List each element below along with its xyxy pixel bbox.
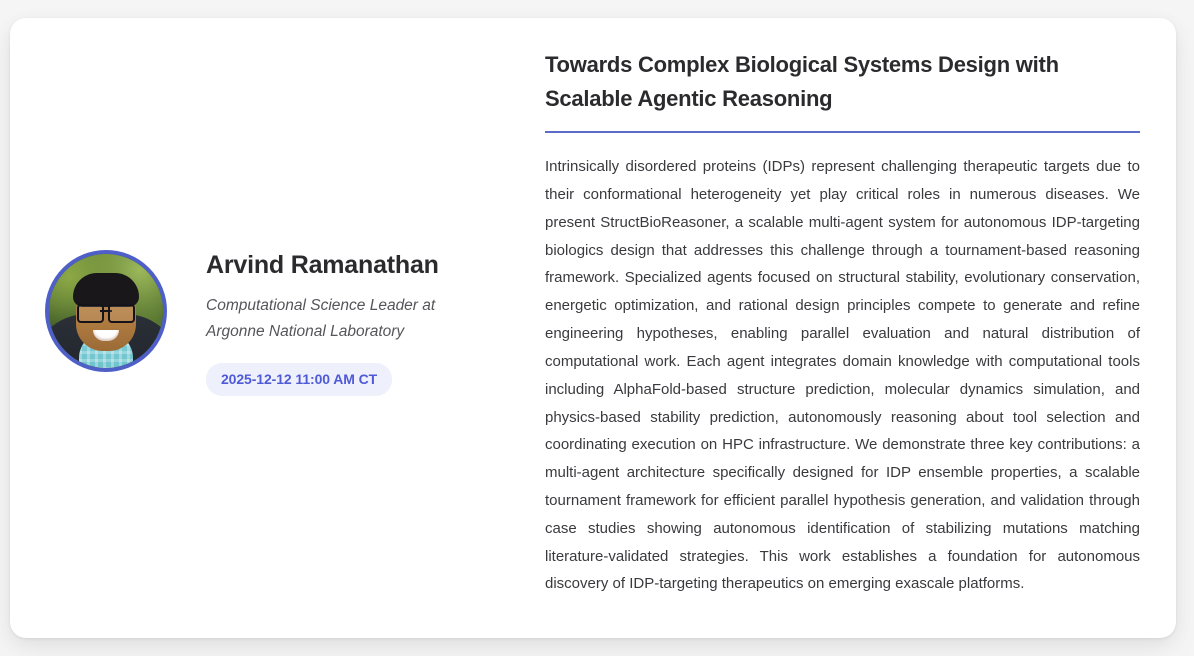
avatar-glasses-bridge xyxy=(100,310,112,312)
title-divider xyxy=(545,131,1140,133)
speaker-avatar xyxy=(45,250,167,372)
talk-pane xyxy=(540,18,1176,638)
speaker-affiliation: Computational Science Leader at Argonne National Laboratory xyxy=(206,297,436,340)
avatar-hair xyxy=(73,273,139,307)
speaker-name: Arvind Ramanathan xyxy=(206,251,439,280)
avatar-glasses-icon xyxy=(77,304,135,319)
speaker-talk-card xyxy=(10,18,1176,638)
speaker-details xyxy=(206,246,456,395)
speaker-identity xyxy=(45,246,456,395)
talk-title: Towards Complex Biological Systems Design with Scalable Agentic Reasoning xyxy=(545,52,1059,112)
talk-abstract: Intrinsically disordered proteins (IDPs) represent challenging therapeutic targets due to their conformational heterogeneity yet play critical roles in numerous diseases. We present StructBioReasoner, a scalable multi-agent system for autonomous IDP-targeting biologics design that addresses this challenge through a tournament-based reasoning framework. Specialized agents focused on structural stability, evolutionary conservation, energetic optimization, and rational design principles compete to generate and refine engineering hypotheses, enabling parallel evaluation and natural distribution of computational work. Each agent integrates domain knowledge with computational tools including AlphaFold-based structure prediction, molecular dynamics simulation, and physics-based stability prediction, autonomously reasoning about tool selection and coordinating execution on HPC infrastructure. We demonstrate three key contributions: a multi-agent architecture specifically designed for IDP ensemble properties, a scalable tournament framework for efficient parallel hypothesis generation, and validation through case studies showing autonomous identification of stabilizing mutations matching literature-validated strategies. This work establishes a foundation for autonomous discovery of IDP-targeting therapeutics on emerging exascale platforms. xyxy=(545,158,1140,593)
speaker-pane xyxy=(10,18,540,638)
talk-datetime-badge: 2025-12-12 11:00 AM CT xyxy=(206,363,392,396)
